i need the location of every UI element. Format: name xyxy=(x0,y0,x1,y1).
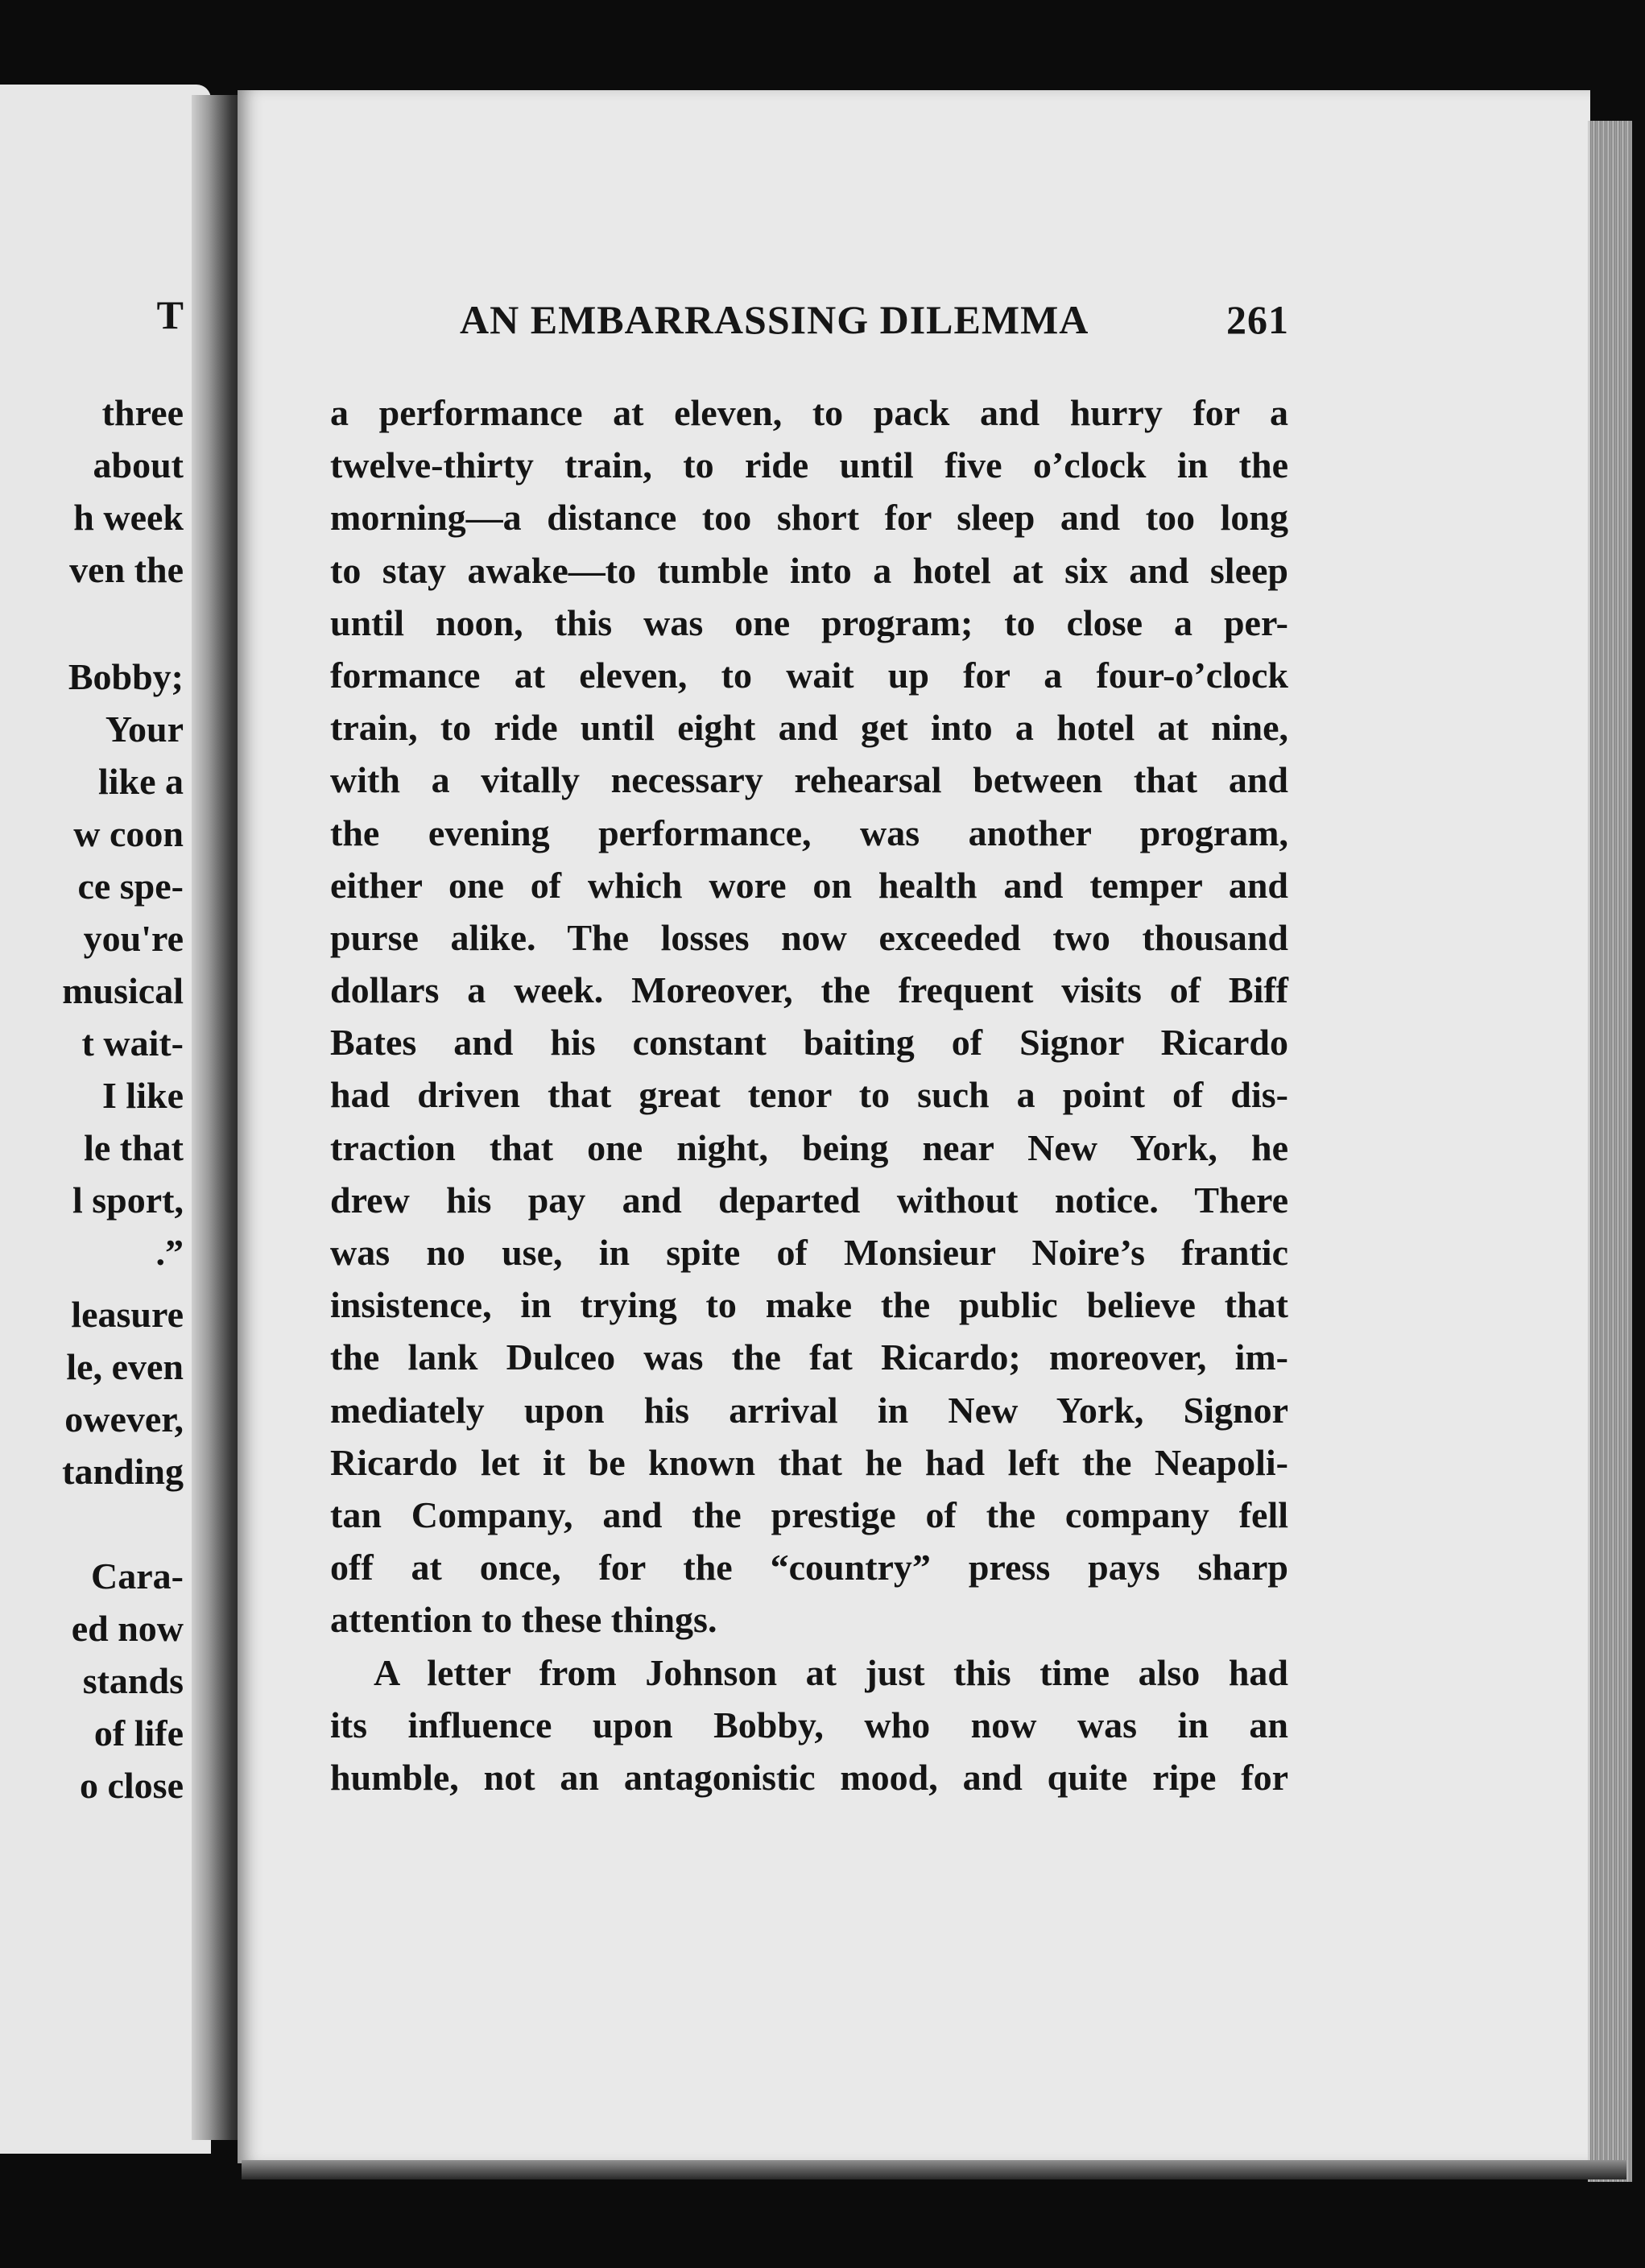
text-line: mediately upon his arrival in New York, Signor xyxy=(330,1389,1288,1431)
text-line: A letter from Johnson at just this time also had xyxy=(374,1651,1288,1693)
text-line: the lank Dulceo was the fat Ricardo; moreover, im- xyxy=(330,1336,1288,1378)
left-page-line: of life xyxy=(93,1712,184,1754)
text-line: Bates and his constant baiting of Signor Ricardo xyxy=(330,1022,1288,1064)
text-line: dollars a week. Moreover, the frequent visits of Biff xyxy=(330,969,1288,1011)
text-line: insistence, in trying to make the public believe that xyxy=(330,1284,1288,1326)
left-page-line: ed now xyxy=(71,1608,184,1649)
body-text xyxy=(330,386,1288,1803)
chapter-title: AN EMBARRASSING DILEMMA xyxy=(460,297,1089,342)
text-line: formance at eleven, to wait up for a four-o’clock xyxy=(330,654,1288,696)
left-page-line: le that xyxy=(84,1127,184,1168)
text-line: drew his pay and departed without notice. There xyxy=(330,1179,1288,1221)
left-page-line: leasure xyxy=(71,1294,184,1335)
text-line: until noon, this was one program; to close a per- xyxy=(330,601,1288,643)
text-line: traction that one night, being near New York, he xyxy=(330,1126,1288,1168)
text-line: its influence upon Bobby, who now was in an xyxy=(330,1704,1288,1745)
left-page-line: tanding xyxy=(62,1451,184,1492)
left-page-line: ce spe- xyxy=(77,865,184,907)
text-line: either one of which wore on health and temper and xyxy=(330,864,1288,906)
text-line: with a vitally necessary rehearsal between that and xyxy=(330,759,1288,801)
text-line: had driven that great tenor to such a point of dis- xyxy=(330,1074,1288,1116)
left-page-line: Cara- xyxy=(91,1555,184,1597)
page-bottom-edge xyxy=(242,2160,1626,2179)
page-edge xyxy=(1588,121,1632,2182)
left-page-line: .” xyxy=(155,1232,184,1273)
left-page-line: t wait- xyxy=(81,1022,184,1064)
left-page-line: ven the xyxy=(69,549,184,590)
left-page-line: like a xyxy=(97,761,184,802)
text-line: twelve-thirty train, to ride until five o’clock in the xyxy=(330,444,1288,486)
text-line: to stay awake—to tumble into a hotel at six and sleep xyxy=(330,549,1288,591)
page-number: 261 xyxy=(1226,297,1289,342)
text-line: purse alike. The losses now exceeded two thousand xyxy=(330,916,1288,958)
left-page-line: Bobby; xyxy=(68,656,184,697)
left-page-line: three xyxy=(101,392,184,433)
text-line: off at once, for the “country” press pays sharp xyxy=(330,1547,1288,1588)
left-page-line: le, even xyxy=(66,1346,184,1387)
left-page-line: w coon xyxy=(73,813,184,854)
text-line: attention to these things. xyxy=(330,1599,717,1641)
left-header-fragment: T xyxy=(156,292,184,337)
text-line: Ricardo let it be known that he had left the Neapoli- xyxy=(330,1441,1288,1483)
left-page-text xyxy=(0,85,200,2154)
left-page-line: o close xyxy=(79,1765,184,1806)
left-page-line: musical xyxy=(62,970,184,1011)
text-line: the evening performance, was another program, xyxy=(330,812,1288,853)
left-page-line: h week xyxy=(73,497,184,538)
text-line: humble, not an antagonistic mood, and quite ripe for xyxy=(330,1756,1288,1798)
left-page-line: I like xyxy=(102,1075,184,1116)
left-page-line: you're xyxy=(83,918,184,959)
left-page-line: owever, xyxy=(64,1398,184,1440)
left-facing-page xyxy=(0,85,211,2154)
text-line: morning—a distance too short for sleep and too long xyxy=(330,497,1288,539)
left-page-line: stands xyxy=(82,1660,184,1701)
text-line: train, to ride until eight and get into a hotel at nine, xyxy=(330,707,1288,749)
text-line: was no use, in spite of Monsieur Noire’s frantic xyxy=(330,1232,1288,1273)
text-line: tan Company, and the prestige of the company fell xyxy=(330,1493,1288,1535)
text-line: a performance at eleven, to pack and hurry for a xyxy=(330,392,1288,433)
left-page-line: Your xyxy=(105,708,184,750)
left-page-line: l sport, xyxy=(72,1179,184,1221)
left-page-line: about xyxy=(93,444,184,485)
